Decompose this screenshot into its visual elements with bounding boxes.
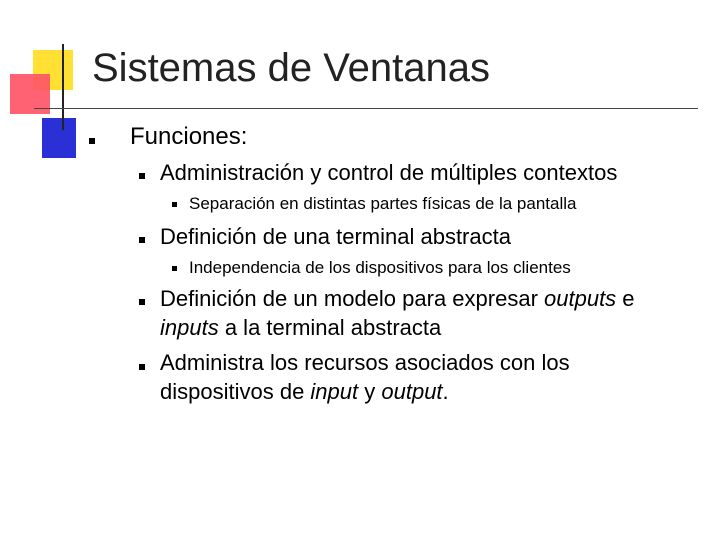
title-divider bbox=[34, 108, 698, 109]
bullet-item2 bbox=[139, 237, 145, 243]
bullet-item2-sub bbox=[172, 266, 177, 271]
item4-text-2: y bbox=[358, 379, 382, 404]
item3-text-3: a la terminal abstracta bbox=[218, 315, 442, 340]
logo-square-blue bbox=[42, 118, 76, 158]
subitem-independencia: Independencia de los dispositivos para los clientes bbox=[189, 258, 571, 277]
item-administracion: Administración y control de múltiples contextos bbox=[160, 160, 618, 185]
item-recursos-line1: Administra los recursos asociados con los bbox=[160, 350, 570, 375]
item3-inputs: inputs bbox=[160, 315, 219, 340]
slide-title: Sistemas de Ventanas bbox=[92, 46, 491, 90]
item3-text-2: e bbox=[616, 286, 635, 311]
item-modelo-line1 bbox=[160, 286, 635, 312]
item-definicion-terminal: Definición de una terminal abstracta bbox=[160, 224, 511, 249]
item-modelo-line2 bbox=[160, 315, 441, 341]
item3-outputs: outputs bbox=[544, 286, 617, 311]
bullet-item3 bbox=[139, 299, 145, 305]
item4-text-1: dispositivos de bbox=[160, 379, 311, 404]
bullet-item4 bbox=[139, 364, 145, 370]
item4-output: output bbox=[381, 379, 443, 404]
bullet-item1-sub bbox=[172, 202, 177, 207]
bullet-level1 bbox=[89, 138, 95, 144]
item4-input: input bbox=[310, 379, 359, 404]
item-recursos-line2 bbox=[160, 379, 449, 405]
subitem-separacion: Separación en distintas partes físicas de la pantalla bbox=[189, 194, 577, 213]
item3-text-1: Definición de un modelo para expresar bbox=[160, 286, 545, 311]
bullet-item1 bbox=[139, 173, 145, 179]
logo-vertical-line bbox=[62, 44, 64, 130]
heading-funciones: Funciones: bbox=[130, 123, 248, 150]
item4-text-3: . bbox=[442, 379, 449, 404]
